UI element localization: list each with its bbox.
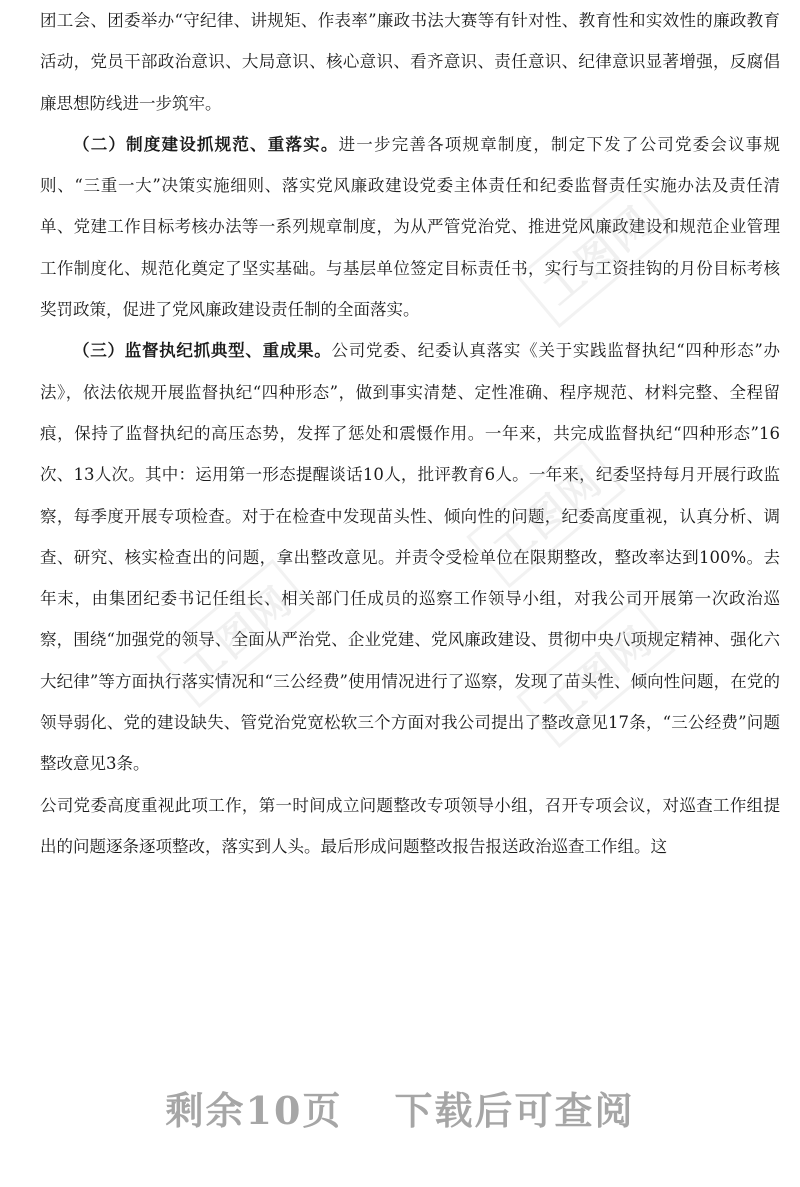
paragraph-text: 团工会、团委举办“守纪律、讲规矩、作表率”廉政书法大赛等有针对性、教育性和实效性的廉政教育活动，党员干部政治意识、大局意识、核心意识、看齐意识、责任意识、纪律意识显著增强，反腐倡廉思想防线进一步筑牢。	[40, 11, 780, 113]
watermark-logo: 工图网	[516, 179, 676, 328]
paragraph-rectification	[40, 785, 780, 868]
watermark-logo: 工图网	[156, 559, 316, 708]
paragraph-supervision	[40, 330, 780, 784]
watermark-logo: 工图网	[516, 599, 676, 748]
paragraph-heading: （二）制度建设抓规范、重落实。	[73, 134, 339, 154]
download-to-read-label: 下载后可查阅	[394, 1088, 635, 1133]
paragraph-heading: （三）监督执纪抓典型、重成果。	[73, 341, 332, 361]
paragraph-text: 公司党委高度重视此项工作，第一时间成立问题整改专项领导小组，召开专项会议，对巡查工作组提出的问题逐条逐项整改，落实到人头。最后形成问题整改报告报送政治巡查工作组。这	[40, 795, 780, 856]
remaining-pages-label: 剩余10页	[165, 1088, 343, 1133]
paragraph-text: 进一步完善各项规章制度，制定下发了公司党委会议事规则、“三重一大”决策实施细则、落实党风廉政建设党委主体责任和纪委监督责任实施办法及责任清单、党建工作目标考核办法等一系列规章制度，为从严管党治党、推进党风廉政建设和规范企业管理工作制度化、规范化奠定了坚实基础。与基层单位签定目标责任书，实行与工资挂钩的月份目标考核奖罚政策，促进了党风廉政建设责任制的全面落实。	[40, 134, 781, 320]
watermark-logo: 工图网	[466, 439, 626, 588]
paragraph-text: 公司党委、纪委认真落实《关于实践监督执纪“四种形态”办法》，依法依规开展监督执纪“四种形态”，做到事实清楚、定性准确、程序规范、材料完整、全程留痕，保持了监督执纪的高压态势，发挥了惩处和震慑作用。一年来，共完成监督执纪“四种形态”16次、13人次。其中：运用第一形态提醒谈话10人，批评教育6人。一年来，纪委坚持每月开展行政监察，每季度开展专项检查。对于在检查中发现苗头性、倾向性的问题，纪委高度重视，认真分析、调查、研究、核实检查出的问题，拿出整改意见。并责令受检单位在限期整改，整改率达到100%。去年末，由集团纪委书记任组长、相关部门任成员的巡察工作领导小组，对我公司开展第一次政治巡察，围绕“加强党的领导、全面从严治党、企业党建、党风廉政建设、贯彻中央八项规定精神、强化六大纪律”等方面执行落实情况和“三公经费”使用情况进行了巡察，发现了苗头性、倾向性问题，在党的领导弱化、党的建设缺失、管党治党宽松软三个方面对我公司提出了整改意见17条，“三公经费”问题整改意见3条。	[40, 341, 781, 774]
document-body	[40, 0, 780, 867]
download-prompt-banner[interactable]	[0, 1080, 800, 1135]
paragraph-institution-building	[40, 124, 780, 330]
paragraph-continuation	[40, 0, 780, 124]
